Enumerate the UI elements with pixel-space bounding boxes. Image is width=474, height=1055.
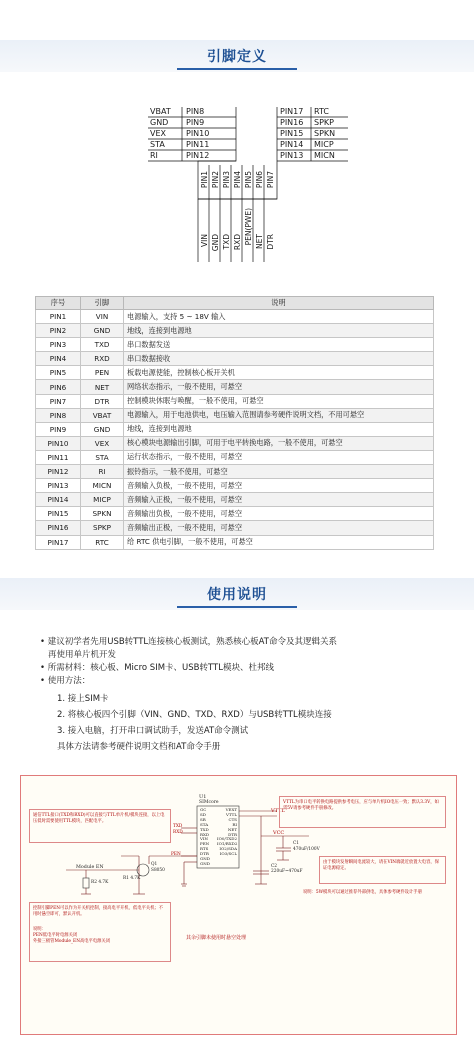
pinout-bottom-label: NET bbox=[255, 234, 264, 249]
pin-table-row bbox=[36, 465, 434, 479]
pinout-bottom-label: GND bbox=[211, 234, 220, 252]
pin-name-cell: DTR bbox=[81, 394, 124, 408]
pinout-right-pin: PIN13 bbox=[280, 151, 304, 160]
pinout-left-pin: PIN10 bbox=[186, 129, 210, 138]
pinout-bottom-pin: PIN4 bbox=[233, 171, 242, 189]
schematic-resistor-1: R1 4.7K bbox=[123, 876, 141, 881]
pin-description-cell: 音频输入负极，一般不使用，可悬空 bbox=[124, 479, 434, 493]
pin-number-cell: PIN6 bbox=[36, 380, 81, 394]
schematic-note-text: 通信TTL接口(TXD和RXD)可以直接与TTL单片机/模块连接，以上电压低时需要使用TTL模块，匹配电平。 bbox=[33, 813, 165, 824]
pin-table-row bbox=[36, 521, 434, 535]
schematic-note-pen bbox=[29, 902, 171, 962]
pin-description-cell: 振铃指示，一般不使用，可悬空 bbox=[124, 465, 434, 479]
pin-number-cell: PIN1 bbox=[36, 310, 81, 324]
usage-bullet-continued bbox=[40, 649, 460, 662]
schematic-transistor-value: S8050 bbox=[151, 868, 165, 873]
schematic-note-vttl bbox=[279, 796, 446, 828]
pinout-bottom-pin: PIN5 bbox=[244, 171, 253, 189]
schematic-cap1: C1 bbox=[293, 841, 300, 846]
pin-description-cell: 控制模块休眠与唤醒，一般不使用，可悬空 bbox=[124, 394, 434, 408]
schematic-chip-pin: GND bbox=[200, 860, 210, 866]
pinout-bottom-label: VIN bbox=[200, 234, 209, 247]
pin-description-cell: 电源输入，支持 5 ~ 18V 输入 bbox=[124, 310, 434, 324]
pin-name-cell: VIN bbox=[81, 310, 124, 324]
schematic-chip-sub: SIMcore bbox=[199, 800, 219, 805]
schematic-note-text: PEN低电平时电源关闭 bbox=[33, 933, 78, 938]
schematic-chip-pin: RI bbox=[232, 821, 237, 827]
schematic-chip-right-pins bbox=[217, 808, 237, 857]
usage-step: 2. 将核心板四个引脚（VIN、GND、TXD、RXD）与USB转TTL模块连接 bbox=[57, 710, 332, 720]
pin-table-header bbox=[36, 297, 434, 310]
pin-description-cell: 核心模块电源输出引脚，可用于电平转换电路，一般不使用，可悬空 bbox=[124, 436, 434, 450]
pinout-bottom-label: RXD bbox=[233, 234, 242, 251]
pin-number-cell: PIN13 bbox=[36, 479, 81, 493]
pin-table-row bbox=[36, 366, 434, 380]
pin-table-row bbox=[36, 394, 434, 408]
schematic-chip-pin: VIN bbox=[200, 836, 208, 842]
schematic-chip-pin: IO2/SDA bbox=[219, 846, 237, 852]
pin-section-title: 引脚定义 bbox=[207, 49, 267, 65]
pin-name-cell: GND bbox=[81, 324, 124, 338]
pin-table-header-cell: 引脚 bbox=[81, 297, 124, 310]
pin-name-cell: SPKP bbox=[81, 521, 124, 535]
schematic-chip-pin: SD bbox=[200, 811, 206, 817]
pinout-diagram bbox=[0, 0, 474, 280]
schematic-chip-pin: DTR bbox=[228, 831, 237, 837]
pin-number-cell: PIN14 bbox=[36, 493, 81, 507]
pin-number-cell: PIN4 bbox=[36, 352, 81, 366]
pinout-left-label: STA bbox=[150, 140, 165, 149]
schematic-note-text: 外接三极管Module_EN高电平电源关闭 bbox=[33, 939, 111, 944]
schematic-net-rxd: RXD bbox=[173, 830, 183, 835]
usage-section-underline bbox=[177, 606, 297, 608]
pin-number-cell: PIN9 bbox=[36, 422, 81, 436]
schematic-cap1-value: 470uF/100V bbox=[293, 847, 320, 852]
pin-table-row bbox=[36, 493, 434, 507]
schematic-net-txd: TXD bbox=[173, 824, 183, 829]
pinout-left-label: VEX bbox=[150, 129, 167, 138]
pin-number-cell: PIN5 bbox=[36, 366, 81, 380]
pin-number-cell: PIN7 bbox=[36, 394, 81, 408]
pin-name-cell: PEN bbox=[81, 366, 124, 380]
pinout-bottom-pin: PIN7 bbox=[266, 171, 275, 189]
pin-name-cell: GND bbox=[81, 422, 124, 436]
usage-section-title: 使用说明 bbox=[207, 587, 267, 603]
pin-table-row bbox=[36, 507, 434, 521]
pin-table-body bbox=[36, 310, 434, 550]
pinout-left-pin: PIN9 bbox=[186, 118, 205, 127]
pinout-left-label: VBAT bbox=[150, 107, 171, 116]
pinout-bottom-label: PEN(PWE) bbox=[244, 208, 253, 246]
pin-name-cell: TXD bbox=[81, 338, 124, 352]
schematic-chip-pin: RXD bbox=[200, 831, 210, 837]
pin-table-row bbox=[36, 479, 434, 493]
pinout-bottom-pin: PIN6 bbox=[255, 171, 264, 189]
pin-name-cell: NET bbox=[81, 380, 124, 394]
schematic-chip-pin: IO3/SCL bbox=[219, 851, 237, 857]
pinout-left-pin: PIN12 bbox=[186, 151, 210, 160]
usage-text: 使用方法： bbox=[47, 676, 91, 686]
pinout-left-label: RI bbox=[150, 151, 158, 160]
pin-table-row bbox=[36, 324, 434, 338]
pin-number-cell: PIN16 bbox=[36, 521, 81, 535]
schematic-module-en: Module EN bbox=[76, 865, 104, 870]
usage-bullet: • 所需材料：核心板、Micro SIM卡、USB转TTL模块、杜邦线 bbox=[40, 663, 274, 673]
reference-schematic bbox=[20, 775, 457, 1035]
pin-table-row bbox=[36, 450, 434, 464]
schematic-note-text: VTTL为串口电平转换电路提供参考电压，应与单片机IO电压一致；默认3.3V，如需5V请参考硬件手册修改。 bbox=[283, 800, 439, 811]
schematic-note-bottom-right: 说明：5W模块可以通过推荐外部供电，具体参考硬件设计手册 bbox=[303, 890, 422, 895]
schematic-net-vcc: VCC bbox=[273, 830, 285, 836]
usage-text: 建议初学者先用USB转TTL连接核心板测试，熟悉核心板AT命令及其逻辑关系 bbox=[47, 637, 337, 647]
pinout-right-label: MICP bbox=[314, 140, 334, 149]
pin-table bbox=[35, 296, 434, 550]
pin-number-cell: PIN11 bbox=[36, 450, 81, 464]
schematic-chip-pin: VEXT bbox=[225, 807, 237, 812]
pin-description-cell: 电源输入，用于电池供电，电压输入范围请参考硬件说明文档，不用可悬空 bbox=[124, 408, 434, 422]
pin-name-cell: MICP bbox=[81, 493, 124, 507]
pinout-left-label: GND bbox=[150, 118, 169, 127]
pin-description-cell: 板载电源使能，控制核心板开关机 bbox=[124, 366, 434, 380]
pin-table-row bbox=[36, 380, 434, 394]
schematic-chip-pin: IO1/RXD2 bbox=[217, 841, 238, 847]
schematic-resistor-2: R2 4.7K bbox=[91, 880, 109, 885]
schematic-chip-pin: VTTL bbox=[226, 811, 237, 817]
pinout-right-pin: PIN14 bbox=[280, 140, 304, 149]
pin-table-header-cell: 说明 bbox=[124, 297, 434, 310]
pin-description-cell: 音频输出负极，一般不使用，可悬空 bbox=[124, 507, 434, 521]
pin-description-cell: 地线，连接到电源地 bbox=[124, 324, 434, 338]
pin-number-cell: PIN2 bbox=[36, 324, 81, 338]
pin-table-row bbox=[36, 436, 434, 450]
schematic-cap2: C2 bbox=[271, 864, 278, 869]
pin-name-cell: MICN bbox=[81, 479, 124, 493]
pinout-left-pin: PIN8 bbox=[186, 107, 205, 116]
schematic-transistor: Q1 bbox=[151, 862, 158, 867]
schematic-chip-pin: GND bbox=[200, 856, 210, 862]
pin-description-cell: 网络状态指示，一般不使用，可悬空 bbox=[124, 380, 434, 394]
schematic-chip-pin: STA bbox=[200, 821, 209, 827]
pin-description-cell: 音频输出正极，一般不使用，可悬空 bbox=[124, 521, 434, 535]
pin-description-cell: 运行状态指示，一般不使用，可悬空 bbox=[124, 450, 434, 464]
pinout-right-pin: PIN17 bbox=[280, 107, 304, 116]
pin-number-cell: PIN3 bbox=[36, 338, 81, 352]
pinout-bottom-pin: PIN3 bbox=[222, 171, 231, 189]
pinout-right-label: SPKP bbox=[314, 118, 334, 127]
pin-name-cell: STA bbox=[81, 450, 124, 464]
schematic-chip-pin: CTS bbox=[228, 816, 237, 822]
pin-table-header-cell: 序号 bbox=[36, 297, 81, 310]
pinout-bottom-label: DTR bbox=[266, 234, 275, 250]
pinout-bottom-pin: PIN2 bbox=[211, 171, 220, 189]
pin-name-cell: VEX bbox=[81, 436, 124, 450]
schematic-net-pen: PEN bbox=[171, 852, 181, 857]
pinout-bottom-pin: PIN1 bbox=[200, 171, 209, 189]
usage-step: 3. 接入电脑，打开串口调试助手，发送AT命令测试 bbox=[57, 726, 249, 736]
schematic-chip-pin: RTS bbox=[200, 846, 209, 852]
usage-instructions bbox=[40, 636, 460, 754]
pin-table-row bbox=[36, 338, 434, 352]
schematic-cap2-value: 220uF~470uF bbox=[271, 869, 303, 874]
pin-table-row bbox=[36, 352, 434, 366]
usage-text: 再使用单片机开发 bbox=[48, 650, 117, 660]
schematic-chip-pin: NET bbox=[227, 826, 237, 832]
pinout-right-label: MICN bbox=[314, 151, 335, 160]
schematic-note-text: 说明： bbox=[33, 927, 46, 932]
schematic-chip-name: U1 bbox=[199, 794, 207, 800]
schematic-chip-pin: DTR bbox=[200, 851, 209, 857]
pin-description-cell: 音频输入正极，一般不使用，可悬空 bbox=[124, 493, 434, 507]
pin-number-cell: PIN15 bbox=[36, 507, 81, 521]
pinout-right-pin: PIN15 bbox=[280, 129, 304, 138]
pin-table-row bbox=[36, 408, 434, 422]
schematic-chip-pin: GC bbox=[200, 807, 207, 812]
pin-table-row bbox=[36, 310, 434, 324]
usage-text: 所需材料：核心板、Micro SIM卡、USB转TTL模块、杜邦线 bbox=[47, 663, 274, 673]
pin-name-cell: RI bbox=[81, 465, 124, 479]
pin-number-cell: PIN17 bbox=[36, 535, 81, 549]
pin-number-cell: PIN12 bbox=[36, 465, 81, 479]
pinout-bottom-label: TXD bbox=[222, 234, 231, 250]
pin-table-row bbox=[36, 422, 434, 436]
pin-name-cell: RXD bbox=[81, 352, 124, 366]
usage-step: 具体方法请参考硬件说明文档和AT命令手册 bbox=[57, 742, 221, 752]
schematic-chip-pin: IO0/TXD2 bbox=[217, 836, 238, 842]
usage-step: 1. 接上SIM卡 bbox=[57, 694, 109, 704]
schematic-chip-pin: TXD bbox=[200, 826, 209, 832]
pin-description-cell: 地线，连接到电源地 bbox=[124, 422, 434, 436]
pin-number-cell: PIN10 bbox=[36, 436, 81, 450]
schematic-note-power bbox=[319, 856, 446, 884]
pinout-right-label: SPKN bbox=[314, 129, 336, 138]
pinout-right-label: RTC bbox=[314, 107, 329, 116]
usage-bullet: • 建议初学者先用USB转TTL连接核心板测试，熟悉核心板AT命令及其逻辑关系 bbox=[40, 637, 337, 647]
pin-table-row bbox=[36, 535, 434, 549]
pin-description-cell: 给 RTC 供电引脚，一般不使用，可悬空 bbox=[124, 535, 434, 549]
pin-name-cell: RTC bbox=[81, 535, 124, 549]
schematic-net-vttl: VTTL bbox=[271, 808, 285, 814]
schematic-note-text: 由于模块发射瞬间电流较大，请在VIN端就近放置大电容，保证电源稳定。 bbox=[323, 860, 439, 871]
usage-bullet: • 使用方法： bbox=[40, 676, 91, 686]
pin-name-cell: SPKN bbox=[81, 507, 124, 521]
pin-description-cell: 串口数据发送 bbox=[124, 338, 434, 352]
pinout-left-pin: PIN11 bbox=[186, 140, 210, 149]
schematic-note-center: 其余引脚未使用时悬空处理 bbox=[186, 935, 247, 941]
schematic-chip-pin: PEN bbox=[200, 841, 210, 847]
schematic-chip-left-pins bbox=[200, 808, 210, 867]
pin-description-cell: 串口数据接收 bbox=[124, 352, 434, 366]
schematic-note-ttl bbox=[29, 809, 171, 843]
schematic-note-text: 控制引脚PEN可以作为开关机控制，接高电平开机、低电平关机；不用时悬空即可，默认开机。 bbox=[33, 906, 164, 917]
pin-name-cell: VBAT bbox=[81, 408, 124, 422]
pinout-right-pin: PIN16 bbox=[280, 118, 304, 127]
schematic-chip-pin: SR bbox=[200, 816, 206, 822]
pin-number-cell: PIN8 bbox=[36, 408, 81, 422]
